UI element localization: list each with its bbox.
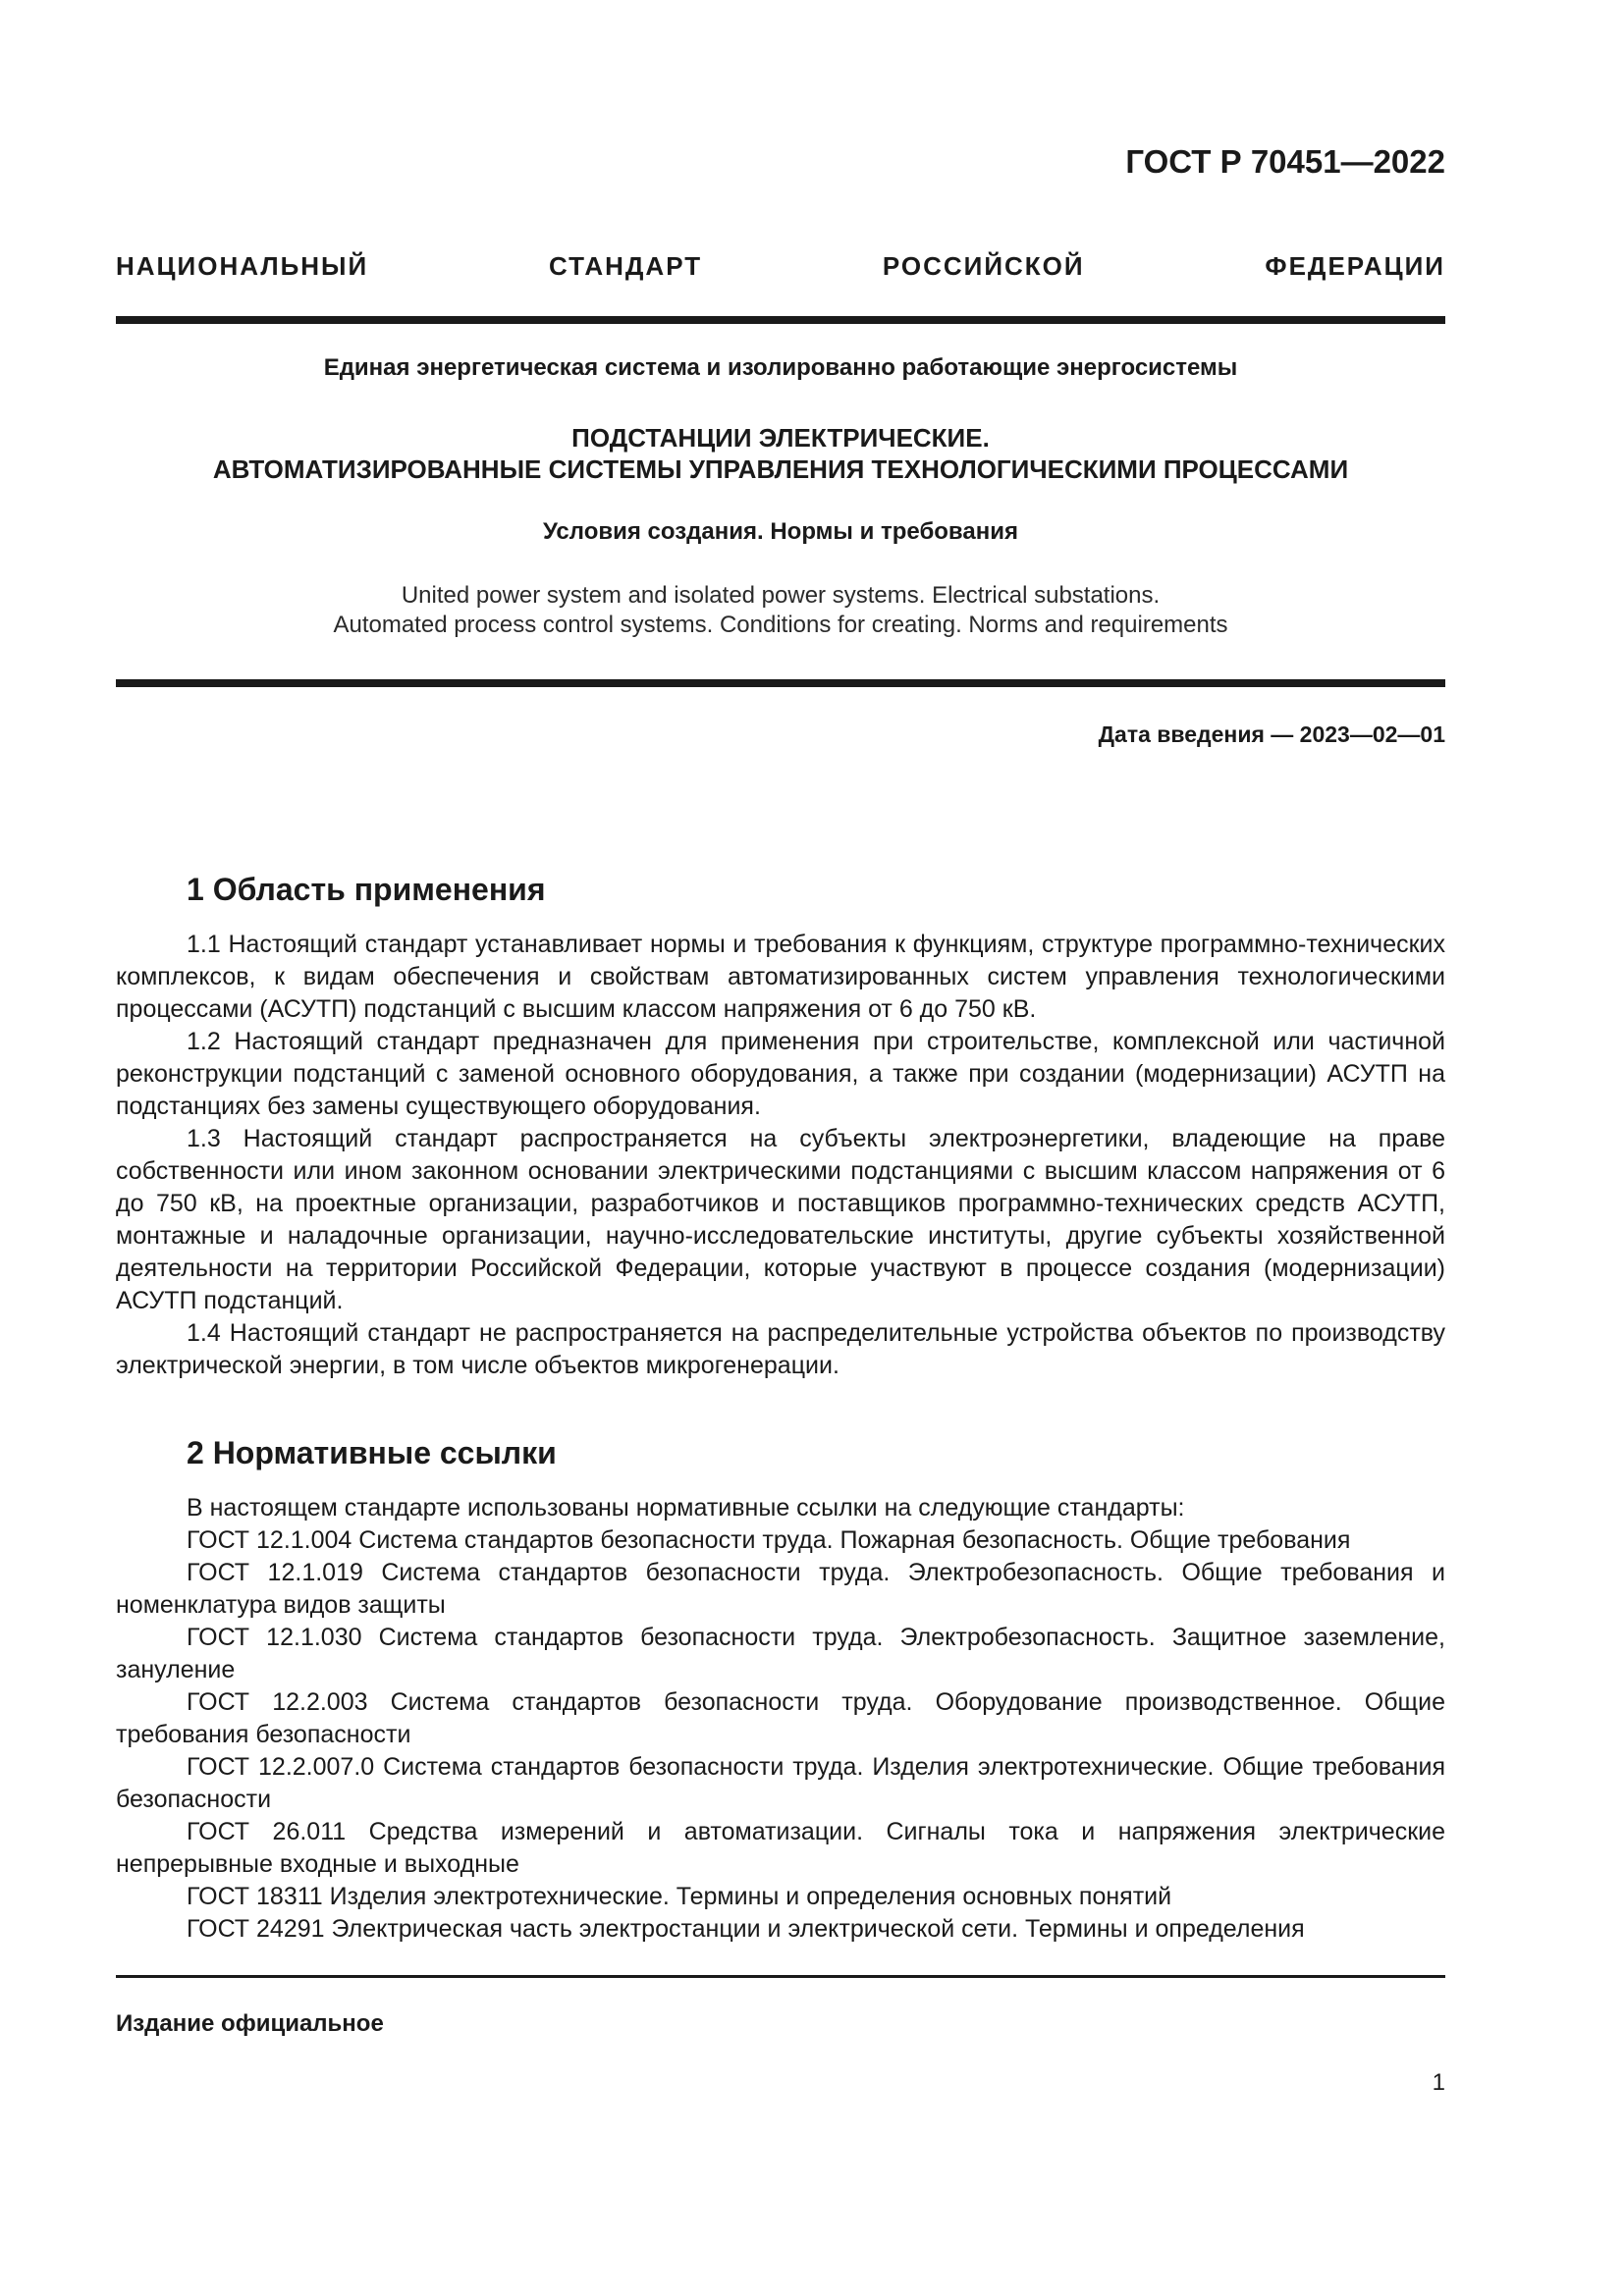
section-2-body: [116, 1492, 1445, 1946]
document-number: ГОСТ Р 70451—2022: [1125, 143, 1445, 180]
title-block-divider: [116, 679, 1445, 687]
reference-item: ГОСТ 12.1.030 Система стандартов безопасности труда. Электробезопасность. Защитное заземление, зануление: [116, 1624, 1445, 1683]
english-title-line-2: Automated process control systems. Conditions for creating. Norms and requirements: [333, 612, 1228, 638]
top-divider: [116, 316, 1445, 324]
references-intro: В настоящем стандарте использованы нормативные ссылки на следующие стандарты:: [187, 1494, 1185, 1522]
document-sub-heading: Условия создания. Нормы и требования: [543, 518, 1018, 545]
section-1-heading: 1 Область применения: [187, 872, 546, 907]
section-1-paragraph: 1.4 Настоящий стандарт не распространяется на распределительные устройства объектов по производству электрической энергии, в том числе объектов микрогенерации.: [116, 1319, 1445, 1379]
reference-item: ГОСТ 26.011 Средства измерений и автоматизации. Сигналы тока и напряжения электрические непрерывные входные и выходные: [116, 1818, 1445, 1878]
reference-item: ГОСТ 24291 Электрическая часть электростанции и электрической сети. Термины и определения: [187, 1915, 1305, 1943]
english-title: [116, 581, 1445, 640]
national-standard-banner: НАЦИОНАЛЬНЫЙ СТАНДАРТ РОССИЙСКОЙ ФЕДЕРАЦИИ: [116, 251, 1445, 281]
section-1-paragraph: 1.3 Настоящий стандарт распространяется на субъекты электроэнергетики, владеющие на праве собственности или ином законном основании электрическими подстанциями с высшим классом напряжения от 6 до 750 кВ, на проектные организации, разработчиков и поставщиков программно-технических средств АСУТП, монтажные и наладочные организации, научно-исследовательские институты, другие субъекты хозяйственной деятельности на территории Российской Федерации, которые участвуют в процессе создания (модернизации) АСУТП подстанций.: [116, 1125, 1445, 1314]
main-title-line-1: ПОДСТАНЦИИ ЭЛЕКТРИЧЕСКИЕ.: [571, 423, 990, 453]
introduction-date: Дата введения — 2023—02—01: [1098, 721, 1445, 747]
reference-item: ГОСТ 18311 Изделия электротехнические. Термины и определения основных понятий: [187, 1883, 1172, 1910]
section-1-body: [116, 929, 1445, 1382]
footer-divider: [116, 1975, 1445, 1978]
section-1-paragraph: 1.2 Настоящий стандарт предназначен для применения при строительстве, комплексной или частичной реконструкции подстанций с заменой основного оборудования, а также при создании (модернизации) АСУТП на подстанциях без замены существующего оборудования.: [116, 1028, 1445, 1120]
document-subtitle: Единая энергетическая система и изолированно работающие энергосистемы: [323, 354, 1238, 381]
main-title-line-2: АВТОМАТИЗИРОВАННЫЕ СИСТЕМЫ УПРАВЛЕНИЯ ТЕХНОЛОГИЧЕСКИМИ ПРОЦЕССАМИ: [212, 454, 1349, 484]
english-title-line-1: United power system and isolated power systems. Electrical substations.: [401, 582, 1161, 609]
reference-item: ГОСТ 12.1.004 Система стандартов безопасности труда. Пожарная безопасность. Общие требования: [187, 1526, 1351, 1554]
page-number: 1: [1432, 2069, 1445, 2096]
reference-item: ГОСТ 12.2.007.0 Система стандартов безопасности труда. Изделия электротехнические. Общие требования безопасности: [116, 1753, 1445, 1813]
section-2-heading: 2 Нормативные ссылки: [187, 1435, 557, 1470]
section-1-paragraph: 1.1 Настоящий стандарт устанавливает нормы и требования к функциям, структуре программно-технических комплексов, к видам обеспечения и свойствам автоматизированных систем управления технологическими процессами (АСУТП) подстанций с высшим классом напряжения от 6 до 750 кВ.: [116, 931, 1445, 1023]
reference-item: ГОСТ 12.2.003 Система стандартов безопасности труда. Оборудование производственное. Общие требования безопасности: [116, 1688, 1445, 1748]
reference-item: ГОСТ 12.1.019 Система стандартов безопасности труда. Электробезопасность. Общие требования и номенклатура видов защиты: [116, 1559, 1445, 1619]
document-main-title: [116, 422, 1445, 485]
official-edition-label: Издание официальное: [116, 2010, 384, 2037]
